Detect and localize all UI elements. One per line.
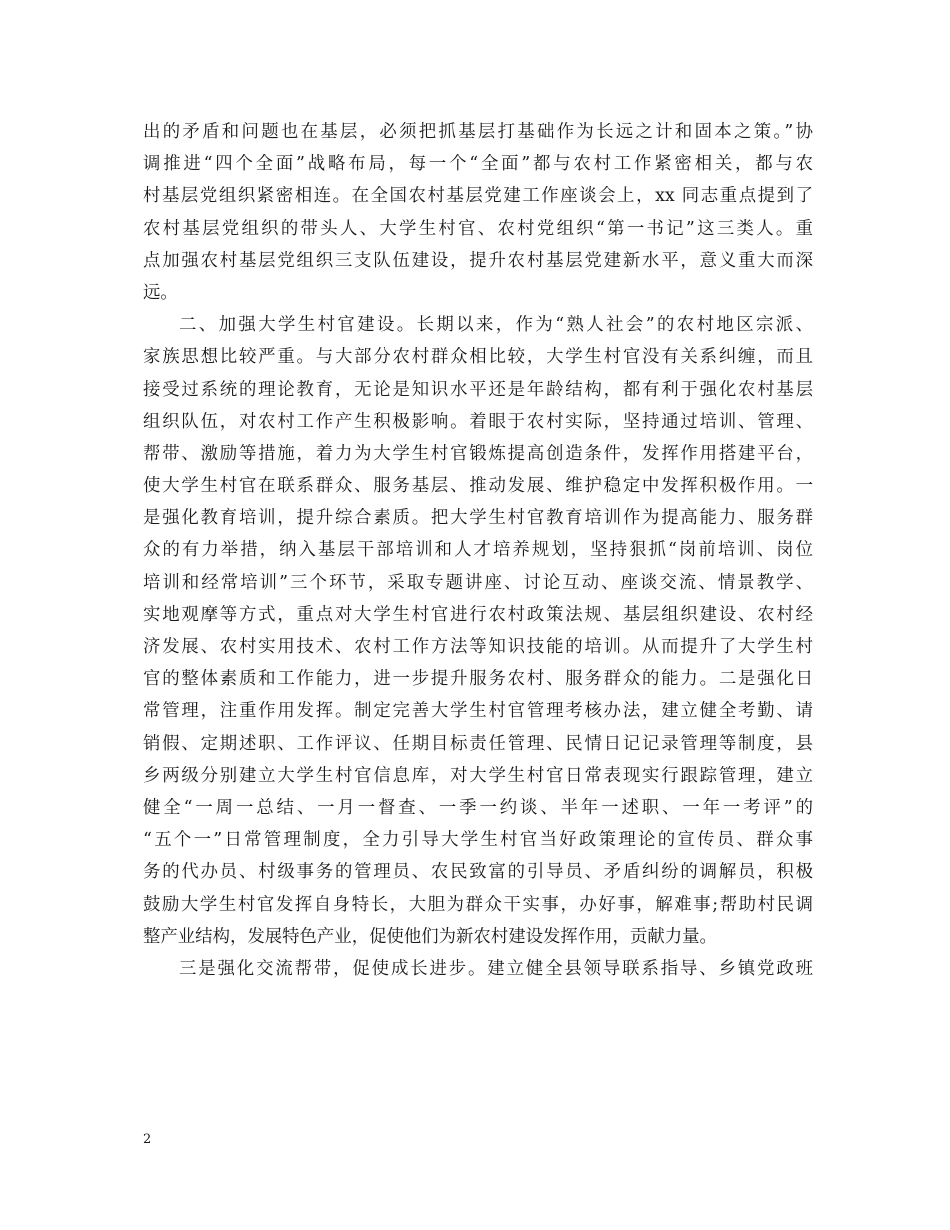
text-line: 使大学生村官在联系群众、服务基层、推动发展、维护稳定中发挥积极作用。一	[143, 476, 813, 497]
text-line: 二、加强大学生村官建设。长期以来，作为“熟人社会”的农村地区宗派、	[179, 315, 813, 336]
text-line: 三是强化交流帮带，促使成长进步。建立健全县领导联系指导、乡镇党政班	[179, 958, 813, 979]
text-line: 村基层党组织紧密相连。在全国农村基层党建工作座谈会上，xx 同志重点提到了	[143, 186, 813, 207]
text-line: 常管理，注重作用发挥。制定完善大学生村官管理考核办法，建立健全考勤、请	[143, 701, 813, 722]
text-line: 健全“一周一总结、一月一督查、一季一约谈、半年一述职、一年一考评”的	[143, 797, 813, 818]
text-line: 实地观摩等方式，重点对大学生村官进行农村政策法规、基层组织建设、农村经	[143, 604, 813, 625]
text-line: 组织队伍，对农村工作产生积极影响。着眼于农村实际，坚持通过培训、管理、	[143, 411, 813, 432]
text-line: “五个一”日常管理制度，全力引导大学生村官当好政策理论的宣传员、群众事	[143, 830, 813, 851]
text-line: 帮带、激励等措施，着力为大学生村官锻炼提高创造条件，发挥作用搭建平台，	[143, 443, 813, 464]
paragraph	[143, 116, 813, 309]
text-line: 官的整体素质和工作能力，进一步提升服务农村、服务群众的能力。二是强化日	[143, 669, 813, 690]
text-line: 乡两级分别建立大学生村官信息库，对大学生村官日常表现实行跟踪管理，建立	[143, 765, 813, 786]
text-line: 点加强农村基层党组织三支队伍建设，提升农村基层党建新水平，意义重大而深	[143, 250, 813, 271]
text-line: 务的代办员、村级事务的管理员、农民致富的引导员、矛盾纠纷的调解员，积极	[143, 862, 813, 883]
text-line: 家族思想比较严重。与大部分农村群众相比较，大学生村官没有关系纠缠，而且	[143, 347, 813, 368]
text-line: 整产业结构，发展特色产业，促使他们为新农村建设发挥作用，贡献力量。	[143, 926, 717, 947]
text-line: 调推进“四个全面”战略布局，每一个“全面”都与农村工作紧密相关，都与农	[143, 154, 813, 175]
paragraph	[143, 953, 813, 985]
text-line: 销假、定期述职、工作评议、任期目标责任管理、民情日记记录管理等制度，县	[143, 733, 813, 754]
text-line: 众的有力举措，纳入基层干部培训和人才培养规划，坚持狠抓“岗前培训、岗位	[143, 540, 813, 561]
text-line: 农村基层党组织的带头人、大学生村官、农村党组织“第一书记”这三类人。重	[143, 218, 813, 239]
text-line: 培训和经常培训”三个环节，采取专题讲座、讨论互动、座谈交流、情景教学、	[143, 572, 813, 593]
text-line: 济发展、农村实用技术、农村工作方法等知识技能的培训。从而提升了大学生村	[143, 637, 813, 657]
text-line: 远。	[143, 282, 178, 303]
document-body	[143, 116, 813, 985]
paragraph	[143, 309, 813, 953]
text-line: 鼓励大学生村官发挥自身特长，大胆为群众干实事，办好事，解难事;帮助村民调	[143, 894, 813, 915]
text-line: 接受过系统的理论教育，无论是知识水平还是年龄结构，都有利于强化农村基层	[143, 379, 813, 400]
text-line: 出的矛盾和问题也在基层，必须把抓基层打基础作为长远之计和固本之策。”协	[143, 122, 813, 142]
text-line: 是强化教育培训，提升综合素质。把大学生村官教育培训作为提高能力、服务群	[143, 508, 813, 529]
page-number: 2	[143, 1132, 152, 1147]
